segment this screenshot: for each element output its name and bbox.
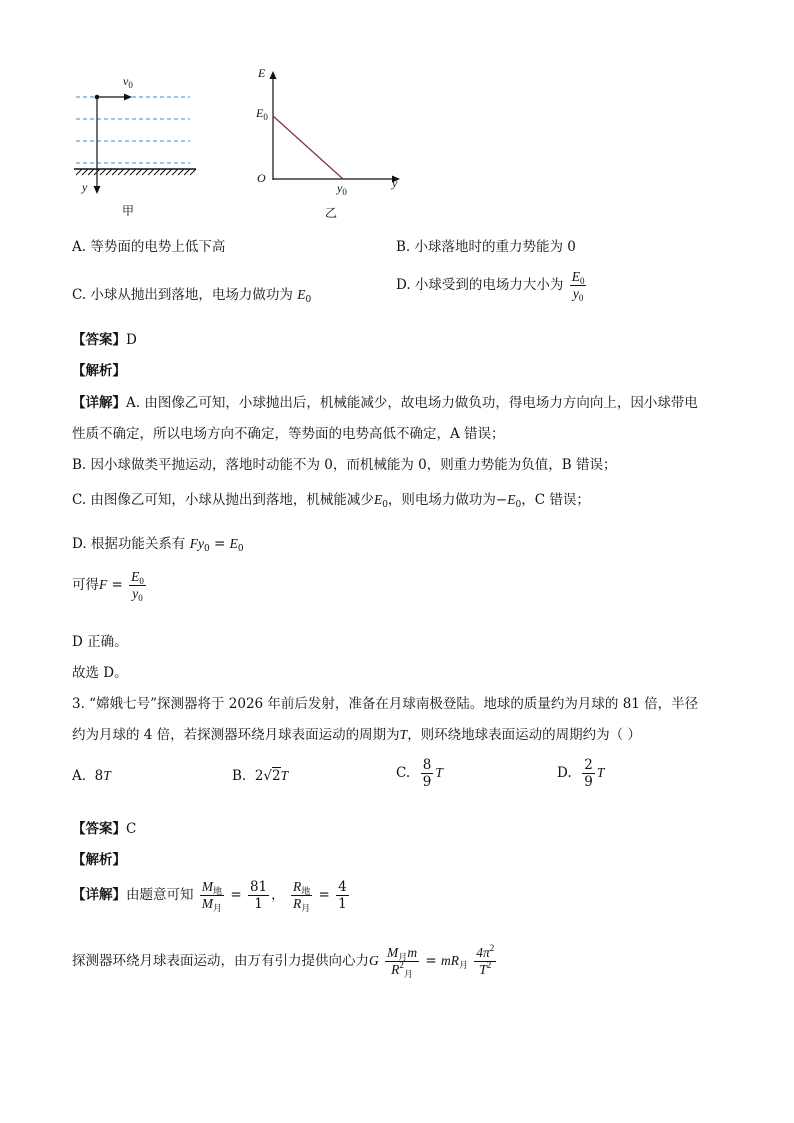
y0-label: $y_0$ [337,181,347,197]
yi-y-axis-label: y [392,176,398,190]
q2-option-b: B. 小球落地时的重力势能为 0 [396,239,576,255]
q3-option-d: D. $\frac{2}{9}$ T [557,757,605,791]
q3-option-b: B. 2√2T [232,768,289,784]
origin-label: O [257,171,266,185]
q2-option-a: A. 等势面的电势上低下高 [72,239,226,255]
figure-jia [60,60,210,220]
velocity-arrow-head [124,94,132,101]
e-axis-label: E [258,66,266,80]
q2-detail-line6: 可得F = $\frac{E_0}{y_0}$ [72,569,144,604]
q3-detail-line1: 【详解】由题意可知 $\frac{M_地}{M_月}$ = $\frac{81}{1}$ ， $\frac{R_地}{R_月}$ = $\frac{4}{1}$ [72,879,347,914]
q2-option-c: C. 小球从抛出到落地，电场力做功为 $E_0$ [72,287,312,305]
jia-y-label: y [82,180,88,194]
q2-detail-line8: 故选 D。 [72,665,128,681]
q2-detail-line1: 【详解】A. 由图像乙可知，小球抛出后，机械能减少，故电场力做负功，得电场力方向向上，因小球带电 [72,395,698,411]
q2-answer: 【答案】D [72,332,137,348]
q2-detail-line4: C. 由图像乙可知，小球从抛出到落地，机械能减少$E_0$，则电场力做功为$-E_0$，C 错误； [72,492,590,510]
q2-analysis-tag: 【解析】 [72,363,126,379]
figure-yi [250,60,410,200]
q3-option-c: C. $\frac{8}{9}$ T [396,757,443,791]
e-axis-head [270,71,277,79]
velocity-label: $v_0$ [123,74,133,90]
q2-detail-line7: D 正确。 [72,634,128,650]
q2-option-d: D. 小球受到的电场力大小为 $\frac{E_0}{y_0}$ [396,269,585,304]
figure-yi-caption: 乙 [325,206,338,220]
q3-answer: 【答案】C [72,821,137,837]
q2-detail-line5: D. 根据功能关系有 $Fy_0 = E_0$ [72,536,244,554]
q3-detail-line2: 探测器环绕月球表面运动，由万有引力提供向心力G $\frac{M_月m}{R^2_月}$ = $mR_月$ $\frac{4\pi^2}{T^2}$ [72,943,495,980]
e0-label: $E_0$ [256,106,268,122]
q3-stem-line1: 3. “嫦娥七号”探测器将于 2026 年前后发射，准备在月球南极登陆。地球的质量约为月球的 81 倍，半径 [72,696,699,712]
q3-analysis-tag: 【解析】 [72,852,126,868]
y-axis-arrow-head [94,186,101,194]
ground-hatch [74,169,196,175]
energy-line [273,116,343,179]
equipotential-lines [76,97,190,163]
q3-option-a: A. 8T [72,768,111,784]
q2-detail-line2: 性质不确定，所以电场方向不确定，等势面的电势高低不确定，A 错误； [72,426,505,442]
figure-jia-caption: 甲 [122,204,135,218]
q3-stem-line2: 约为月球的 4 倍，若探测器环绕月球表面运动的周期为T，则环绕地球表面运动的周期约为（ ） [72,727,641,743]
q2-detail-line3: B. 因小球做类平抛运动，落地时动能不为 0，而机械能为 0，则重力势能为负值，B 错误； [72,457,617,473]
